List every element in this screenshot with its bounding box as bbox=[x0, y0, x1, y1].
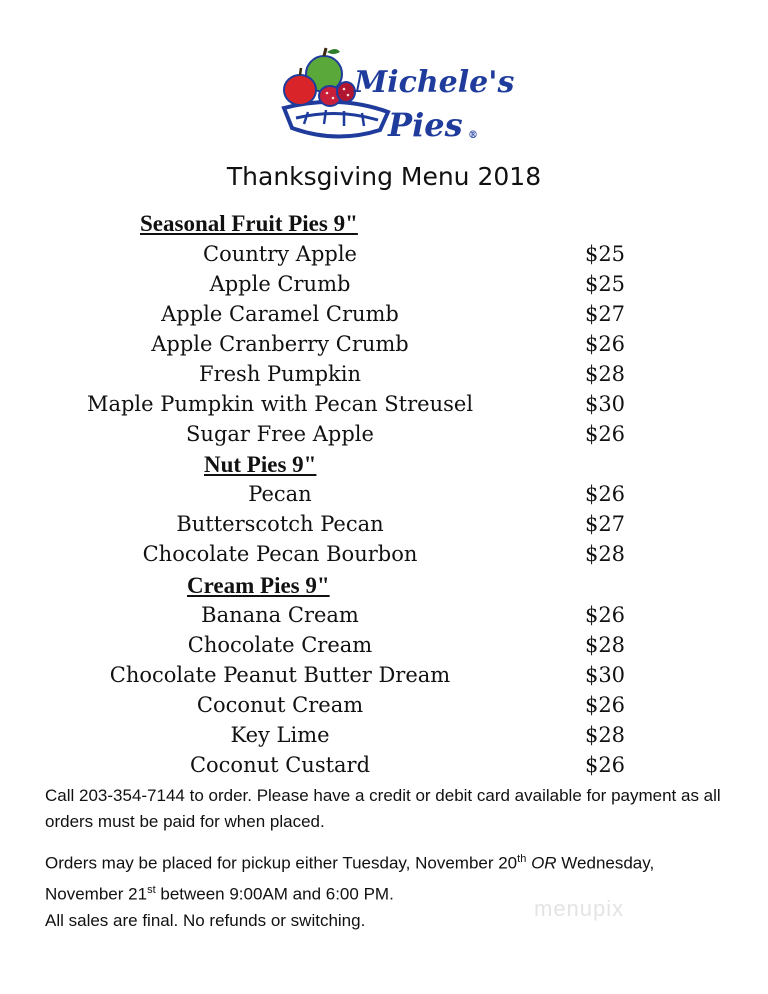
menu-item-name: Apple Cranberry Crumb bbox=[151, 332, 409, 356]
menu-item-price: $27 bbox=[584, 302, 626, 326]
menu-item-name: Pecan bbox=[248, 482, 312, 506]
menu-item-name: Fresh Pumpkin bbox=[199, 362, 361, 386]
menu-item-name: Apple Caramel Crumb bbox=[161, 302, 399, 326]
menu-item-price: $26 bbox=[584, 603, 626, 627]
menu-item-price: $26 bbox=[584, 332, 626, 356]
menu-item-name: Coconut Cream bbox=[196, 693, 364, 717]
menu-item-price: $26 bbox=[584, 693, 626, 717]
menu-item-price: $28 bbox=[584, 362, 626, 386]
pie-dish-icon bbox=[284, 102, 388, 137]
menu-item-name: Sugar Free Apple bbox=[186, 422, 374, 446]
registered-mark: ® bbox=[468, 130, 478, 141]
menu-item-price: $25 bbox=[584, 272, 626, 296]
menu-title: Thanksgiving Menu 2018 bbox=[226, 162, 542, 191]
menu-item-name: Chocolate Peanut Butter Dream bbox=[109, 663, 451, 687]
menu-item-name: Country Apple bbox=[203, 242, 357, 266]
menu-item-name: Butterscotch Pecan bbox=[176, 512, 384, 536]
menu-item-name: Maple Pumpkin with Pecan Streusel bbox=[86, 392, 474, 416]
section-heading-cream: Cream Pies 9" bbox=[187, 573, 330, 598]
sales-policy: All sales are final. No refunds or switching. bbox=[45, 911, 366, 930]
menu-item-price: $28 bbox=[584, 633, 626, 657]
menu-item-name: Chocolate Pecan Bourbon bbox=[142, 542, 418, 566]
menu-item-price: $28 bbox=[584, 542, 626, 566]
pickup-instructions: Orders may be placed for pickup either Tuesday, November 20th OR Wednesday, November 21st between 9:00AM and 6:00 PM. bbox=[45, 853, 655, 904]
menu-item-price: $26 bbox=[584, 753, 626, 777]
menu-item-name: Banana Cream bbox=[201, 603, 359, 627]
logo-text-micheles: Michele's bbox=[354, 65, 515, 100]
menu-item-price: $30 bbox=[584, 392, 626, 416]
menu-item-price: $28 bbox=[584, 723, 626, 747]
menu-item-price: $30 bbox=[584, 663, 626, 687]
menu-item-name: Coconut Custard bbox=[189, 753, 371, 777]
menu-item-name: Key Lime bbox=[230, 723, 330, 747]
michele-pies-logo bbox=[278, 46, 515, 146]
menu-item-price: $27 bbox=[584, 512, 626, 536]
menupix-watermark: menupix bbox=[534, 896, 625, 921]
section-heading-fruit: Seasonal Fruit Pies 9" bbox=[140, 211, 358, 236]
menu-item-price: $26 bbox=[584, 482, 626, 506]
menu-item-price: $26 bbox=[584, 422, 626, 446]
menu-item-name: Chocolate Cream bbox=[187, 633, 373, 657]
logo-text-pies: Pies bbox=[388, 106, 463, 144]
menu-item-price: $25 bbox=[584, 242, 626, 266]
menu-item-name: Apple Crumb bbox=[209, 272, 351, 296]
order-instructions: Call 203-354-7144 to order. Please have a credit or debit card available for payment as all orders must be paid for when placed. bbox=[45, 786, 721, 831]
section-heading-nut: Nut Pies 9" bbox=[204, 452, 317, 477]
